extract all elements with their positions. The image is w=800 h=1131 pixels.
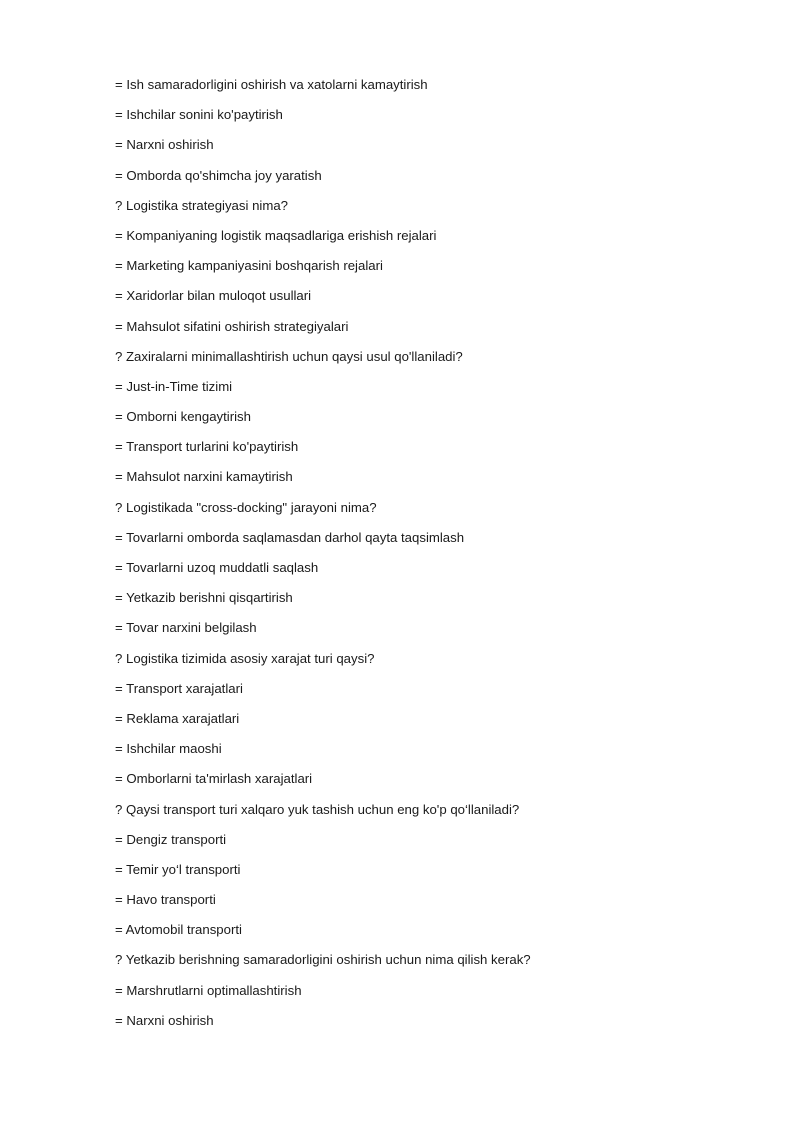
- answer-line: = Marketing kampaniyasini boshqarish rejalari: [115, 258, 383, 274]
- answer-line: = Havo transporti: [115, 892, 216, 908]
- answer-line: = Transport turlarini ko'paytirish: [115, 439, 299, 455]
- answer-line: = Yetkazib berishni qisqartirish: [115, 590, 293, 606]
- answer-line: = Reklama xarajatlari: [115, 710, 240, 726]
- answer-line: = Omborni kengaytirish: [115, 409, 251, 425]
- answer-line: = Xaridorlar bilan muloqot usullari: [115, 288, 312, 304]
- question-line: ? Logistika tizimida asosiy xarajat turi qaysi?: [115, 650, 375, 666]
- answer-line: = Dengiz transporti: [115, 831, 227, 847]
- answer-line: = Mahsulot narxini kamaytirish: [115, 469, 293, 485]
- answer-line: = Omborlarni ta'mirlash xarajatlari: [115, 771, 313, 787]
- answer-line: = Narxni oshirish: [115, 1012, 214, 1028]
- answer-line: = Marshrutlarni optimallashtirish: [115, 982, 302, 998]
- answer-line: = Temir yo‘l transporti: [115, 861, 241, 877]
- answer-line: = Transport xarajatlari: [115, 680, 243, 696]
- question-line: ? Logistikada "cross-docking" jarayoni nima?: [115, 499, 377, 515]
- answer-line: = Tovarlarni omborda saqlamasdan darhol qayta taqsimlash: [115, 529, 465, 545]
- answer-line: = Kompaniyaning logistik maqsadlariga erishish rejalari: [115, 227, 437, 243]
- answer-line: = Ish samaradorligini oshirish va xatolarni kamaytirish: [115, 77, 428, 92]
- answer-line: = Mahsulot sifatini oshirish strategiyalari: [115, 318, 349, 334]
- question-line: ? Logistika strategiyasi nima?: [115, 197, 288, 213]
- answer-line: = Tovar narxini belgilash: [115, 620, 257, 636]
- answer-line: = Tovarlarni uzoq muddatli saqlash: [115, 560, 319, 575]
- answer-line: = Just-in-Time tizimi: [115, 378, 233, 394]
- answer-line: = Ishchilar maoshi: [115, 741, 222, 757]
- question-line: ? Zaxiralarni minimallashtirish uchun qaysi usul qo'llaniladi?: [115, 348, 463, 364]
- answer-line: = Ishchilar sonini ko'paytirish: [115, 107, 283, 123]
- question-line: ? Yetkazib berishning samaradorligini oshirish uchun nima qilish kerak?: [115, 952, 531, 968]
- answer-line: = Avtomobil transporti: [115, 922, 242, 938]
- question-line: ? Qaysi transport turi xalqaro yuk tashish uchun eng ko'p qo‘llaniladi?: [115, 801, 520, 817]
- question-answer-list: [115, 75, 755, 1041]
- answer-line: = Narxni oshirish: [115, 137, 214, 153]
- answer-line: = Omborda qo'shimcha joy yaratish: [115, 167, 322, 183]
